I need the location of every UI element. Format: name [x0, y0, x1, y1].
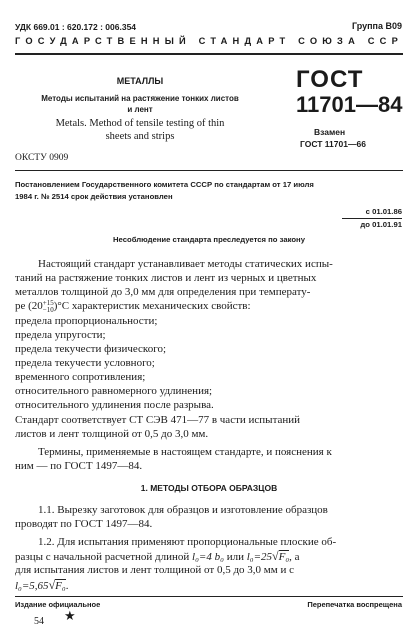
reprint-forbidden: Перепечатка воспрещена: [307, 600, 402, 609]
section1-heading: 1. МЕТОДЫ ОТБОРА ОБРАЗЦОВ: [140, 483, 278, 493]
standard-line2: листов и лент толщиной от 0,5 до 3,0 мм.: [15, 428, 209, 440]
tolerance-upper: +15: [42, 299, 54, 307]
tolerance-lower: −10: [42, 306, 54, 314]
udk-code: УДК 669.01 : 620.172 : 006.354: [15, 22, 137, 32]
title-en-line2: sheets and strips: [105, 131, 175, 142]
property-item: относительного равномерного удлинения;: [15, 385, 213, 397]
temperature-prefix: ре (20: [15, 300, 43, 312]
law-warning: Несоблюдение стандарта преследуется по закону: [113, 235, 305, 244]
temperature-suffix: )°С характеристик механических свойств:: [53, 300, 251, 312]
official-edition: Издание официальное: [15, 600, 101, 609]
okstu-code: ОКСТУ 0909: [15, 153, 69, 163]
effective-from: с 01.01.86: [365, 207, 402, 216]
formula-length-4b0: l₀=4 b₀: [192, 551, 224, 563]
property-item: предела упругости;: [15, 329, 106, 341]
star-icon: ★: [64, 608, 76, 623]
intro-line1: Настоящий стандарт устанавливает методы статических испы-: [38, 258, 333, 270]
gost-number: 11701—84: [296, 92, 403, 117]
footer-rule: [15, 596, 403, 597]
effective-to: до 01.01.91: [360, 220, 402, 229]
p12-line1: 1.2. Для испытания применяют пропорциональные плоские об-: [38, 536, 337, 548]
temperature-tolerance: [43, 300, 54, 314]
property-item: относительного удлинения после разрыва.: [15, 399, 214, 411]
intro-line3: металлов толщиной до 3,0 мм для определения при температу-: [15, 286, 311, 298]
standard-line1: Стандарт соответствует СТ СЭВ 471—77 в части испытаний: [15, 414, 301, 426]
gost-label: ГОСТ: [296, 66, 364, 93]
p12-line3: для испытания листов и лент толщиной от 0,5 до 3,0 мм и с: [15, 564, 295, 576]
p12-line4-tail: .: [65, 580, 69, 592]
decree-line1: Постановлением Государственного комитета СССР по стандартам от 17 июля: [15, 180, 314, 189]
replaces-label: Взамен: [314, 127, 346, 137]
formula-area-f0: F₀: [55, 580, 66, 592]
intro-line2: таний на растяжение тонких листов и лент из черных и цветных: [15, 272, 317, 284]
p12-line4: [15, 578, 68, 593]
p12-line2-tail: , а: [289, 551, 300, 563]
terms-line2: ним — по ГОСТ 1497—84.: [15, 460, 143, 472]
intro-line4: [15, 299, 251, 314]
effective-divider: [342, 218, 402, 219]
property-item: предела пропорциональности;: [15, 315, 158, 327]
page-number: 54: [34, 616, 44, 627]
property-item: временного сопротивления;: [15, 371, 146, 383]
title-rule: [15, 170, 403, 171]
title-en-line1: Metals. Method of tensile testing of thin: [55, 118, 225, 129]
terms-line1: Термины, применяемые в настоящем стандарте, и пояснения к: [38, 446, 332, 458]
sqrt-icon: √: [272, 549, 279, 563]
property-item: предела текучести физического;: [15, 343, 167, 355]
state-standard-banner: ГОСУДАРСТВЕННЫЙ СТАНДАРТ СОЮЗА ССР: [15, 36, 403, 46]
title-ru-line2: и лент: [127, 105, 153, 114]
p12-line2-text: разцы с начальной расчетной длиной: [15, 551, 190, 563]
decree-line2: 1984 г. № 2514 срок действия установлен: [15, 192, 173, 201]
sqrt-icon: √: [48, 578, 56, 592]
subject-heading: МЕТАЛЛЫ: [116, 76, 164, 86]
p11-line1: 1.1. Вырезку заготовок для образцов и изготовление образцов: [38, 504, 328, 516]
title-ru-line1: Методы испытаний на растяжение тонких листов: [41, 94, 239, 103]
replaces-value: ГОСТ 11701—66: [300, 139, 366, 149]
p12-line2-or: или: [226, 551, 244, 563]
header-rule: [15, 53, 403, 55]
formula-length-25: l₀=25: [246, 551, 273, 563]
property-item: предела текучести условного;: [15, 357, 155, 369]
p11-line2: проводят по ГОСТ 1497—84.: [15, 518, 153, 530]
group-code: Группа В09: [351, 21, 402, 31]
formula-area-f0: F₀: [278, 551, 290, 563]
formula-length-565: l₀=5,65: [15, 580, 49, 592]
